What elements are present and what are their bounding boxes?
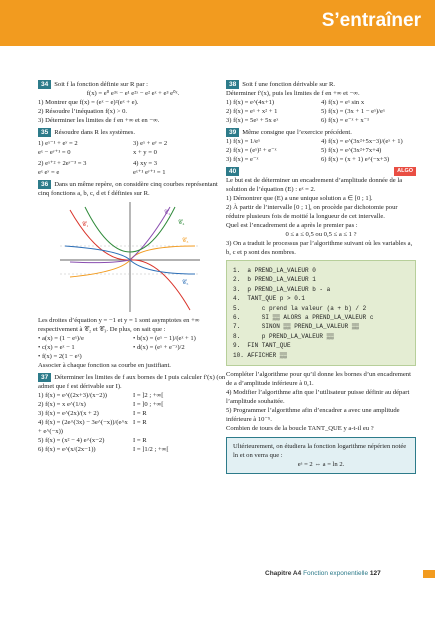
system-line: 4) xy = 3	[133, 160, 158, 167]
function-item: 4) f(x) = eˣ sin x	[321, 99, 365, 106]
system-line: 3) eˣ + eʸ = 2	[133, 140, 168, 147]
system-row	[38, 159, 228, 177]
code-line: 4. TANT_QUE p > 0.1	[233, 295, 306, 303]
system-line: eˣ − eʸ⁺¹ = 0	[38, 149, 71, 156]
function-item: 6) f(x) = e⁻ˣ + x⁻¹	[321, 117, 370, 124]
code-line: 6. SI ▒▒ ALORS a PREND_LA_VALEUR c	[233, 314, 374, 322]
page-footer	[265, 570, 381, 577]
page-title: S’entraîner	[321, 10, 421, 31]
exercise-intro: Résoudre dans R les systèmes.	[54, 129, 135, 136]
curve-label: 𝒞₄	[178, 220, 185, 226]
exercise-40	[226, 167, 416, 474]
function-item: 5) f(x) = (3x + 1 − eˣ)/eˣ	[321, 108, 385, 115]
left-column	[38, 80, 228, 457]
function-item: 2) f(x) = (eˣ)² + e⁻ˣ	[226, 147, 277, 154]
paragraph: Le but est de déterminer un encadrement d’amplitude donnée de la solution de l’équation (E) : eˣ = 2.	[226, 177, 403, 193]
function-item: 1) f(x) = 1/eˣ	[226, 138, 261, 145]
code-line: 7. SINON ▒▒ PREND_LA_VALEUR ▒▒	[233, 323, 360, 331]
page-number: 127	[369, 570, 381, 577]
exercise-number: 39	[226, 128, 239, 137]
exercise-39	[226, 128, 416, 164]
page-tab-marker	[423, 570, 435, 578]
curve-label: 𝒞₂	[164, 210, 171, 216]
exercise-number: 37	[38, 373, 51, 382]
interval: I = ]1/2 ; +∞[	[133, 446, 169, 453]
right-column	[226, 80, 416, 477]
question: 2) Résoudre l’inéquation f(x) > 0.	[38, 108, 128, 115]
curves-graph	[60, 202, 200, 312]
function-item: 1) f(x) = e^(4x+1)	[226, 99, 275, 106]
exercise-37	[38, 373, 228, 454]
function-item: 2) f(x) = eˣ + x² + 1	[226, 108, 278, 115]
question: 5) Programmer l’algorithme afin d’encadrer a avec une amplitude inférieure à 10⁻⁵.	[226, 407, 400, 424]
formula: f(x) = e⁰ e³ˣ − e¹ e²ˣ − e² eˣ + e³ e⁰ˣ.	[86, 90, 180, 97]
question-list	[226, 98, 416, 125]
code-line: 8. p PREND_LA_VALEUR ▒▒	[233, 332, 334, 340]
exercise-34	[38, 80, 228, 125]
question: 0 ≤ a ≤ 0,5 ou 0,5 ≤ a ≤ 1 ?	[285, 231, 357, 238]
code-line: 2. b PREND_LA_VALEUR 1	[233, 276, 316, 284]
interval: I = R	[133, 410, 147, 417]
function-item: 3) f(x) = e^(2x)/(x + 2)	[38, 410, 99, 417]
paragraph: Associer à chaque fonction sa courbe en justifiant.	[38, 362, 171, 369]
function-item: • f(x) = 2(1 − eˣ)	[38, 353, 82, 360]
exercise-intro: Soit f une fonction dérivable sur R.	[242, 81, 336, 88]
function-item: 2) f(x) = x e^(1/x)	[38, 401, 86, 408]
system-line: x + y = 0	[133, 149, 157, 156]
question: Quel est l’encadrement de a après le premier pas :	[226, 222, 358, 229]
exercise-36	[38, 180, 228, 370]
interval: I = ]2 ; +∞[	[133, 392, 164, 399]
exercise-38	[226, 80, 416, 125]
paragraph: Déterminer f′(x), puis les limites de f en +∞ et −∞.	[226, 90, 360, 97]
interval: I = R	[133, 437, 147, 444]
question: 1) Montrer que f(x) = (eˣ − e)²(eˣ + e).	[38, 99, 139, 106]
exercise-35	[38, 128, 228, 177]
question: 3) On a traduit le processus par l’algorithme suivant où les variables a, b, c et p sont des nombres.	[226, 240, 413, 256]
exercise-number: 40	[226, 167, 239, 176]
function-item: 1) f(x) = e^((2x+3)/(x−2))	[38, 392, 107, 399]
function-item: 5) f(x) = e^(3x²+7x+4)	[321, 147, 382, 154]
function-item: 4) f(x) = (2e^(3x) − 3e^(−x))/(e^x + e^(−x))	[38, 419, 128, 435]
question: Combien de tours de la boucle TANT_QUE y a-t-il eu ?	[226, 425, 374, 433]
question: 3) Déterminer les limites de f en +∞ et en −∞.	[38, 117, 160, 124]
exercise-intro: Soit f la fonction définie sur R par :	[54, 81, 148, 88]
function-item: 6) f(x) = e^(x/(2x−1))	[38, 446, 96, 453]
function-item: • a(x) = (1 − eˣ)/e	[38, 335, 84, 342]
note-text: Ultérieurement, on étudiera la fonction logarithme népérien notée ln et on verra que :	[233, 443, 407, 460]
curve-label: 𝒞₁	[82, 222, 89, 228]
system-line: eˣ⁺¹ eʸ⁺¹ = 1	[133, 169, 166, 176]
interval: I = R	[133, 419, 147, 426]
paragraph: Compléter l’algorithme pour qu’il donne les bornes d’un encadrement de a d’amplitude inférieure à 0,1.	[226, 371, 411, 388]
function-item: 3) f(x) = 5eˣ + 5x eˣ	[226, 117, 279, 124]
chapter-label: Chapitre A4	[265, 570, 302, 577]
exercise-number: 35	[38, 128, 51, 137]
chapter-title: Fonction exponentielle	[303, 570, 369, 577]
question: 1) Démontrer que (E) a une unique solution a ∈ [0 ; 1].	[226, 195, 373, 202]
exercise-intro: Dans un même repère, on considère cinq courbes représentant cinq fonctions a, b, c, d et f définies sur R.	[38, 181, 218, 197]
exercise-number: 36	[38, 180, 51, 189]
header-banner	[0, 0, 435, 46]
function-item: 3) f(x) = e⁻ˣ	[226, 156, 259, 163]
function-item: 5) f(x) = (x² − 4) e^(x−2)	[38, 437, 105, 444]
system-line: 2) eˣ⁺² + 2eʸ⁻³ = 3	[38, 160, 87, 167]
code-line: 5. c prend la valeur (a + b) / 2	[233, 304, 367, 312]
function-item: • d(x) = (eˣ + e⁻ˣ)/2	[133, 344, 185, 351]
algo-badge: ALGO	[394, 167, 416, 176]
exercise-number: 34	[38, 80, 51, 89]
note-formula: eᵃ = 2 ⇔ a = ln 2.	[297, 461, 345, 469]
code-line: 1. a PREND_LA_VALEUR 0	[233, 267, 316, 274]
system-line: 1) eˣ⁻¹ + eʸ = 2	[38, 140, 78, 147]
curve-label: 𝒞₃	[182, 238, 189, 244]
function-item: 6) f(x) = (x + 1) e^(−x+3)	[321, 156, 390, 163]
function-item: • b(x) = (eˣ − 1)/(eˣ + 1)	[133, 335, 196, 342]
system-line: eˣ eʸ = e	[38, 169, 60, 176]
paragraph: Les droites d’équation y = −1 et y = 1 sont asymptotes en +∞ respectivement à 𝒞₂ et 𝒞₃. De plus, on sait que :	[38, 317, 200, 333]
exercise-intro: Déterminer les limites de f aux bornes de I puis calculer f′(x) (on admet que f est dérivable sur I).	[38, 374, 226, 390]
code-line: 3. p PREND_LA_VALEUR b - a	[233, 285, 331, 293]
function-item: • c(x) = eˣ − 1	[38, 344, 75, 351]
function-item: 4) f(x) = e^(3x²+5x−3)/(eˣ + 1)	[321, 138, 403, 145]
function-list	[38, 334, 228, 361]
exercise-intro: Même consigne que l’exercice précédent.	[242, 129, 352, 136]
curve-label: 𝒞₅	[182, 280, 189, 286]
system-row	[38, 139, 228, 157]
question-list	[226, 137, 416, 164]
exercise-number: 38	[226, 80, 239, 89]
code-line: 10. AFFICHER ▒▒	[233, 351, 288, 359]
question-list	[38, 391, 228, 454]
question: 4) Modifier l’algorithme afin que l’utilisateur puisse définir au départ l’amplitude souhaitée.	[226, 389, 410, 406]
question: 2) À partir de l’intervalle [0 ; 1], on procède par dichotomie pour réduire plusieurs fois de moitié la longueur de cet intervalle.	[226, 204, 398, 220]
interval: I = ]0 ; +∞[	[133, 401, 164, 408]
note-box	[226, 437, 416, 474]
code-line: 9. FIN TANT_QUE	[233, 342, 291, 350]
algorithm-box	[226, 260, 416, 366]
